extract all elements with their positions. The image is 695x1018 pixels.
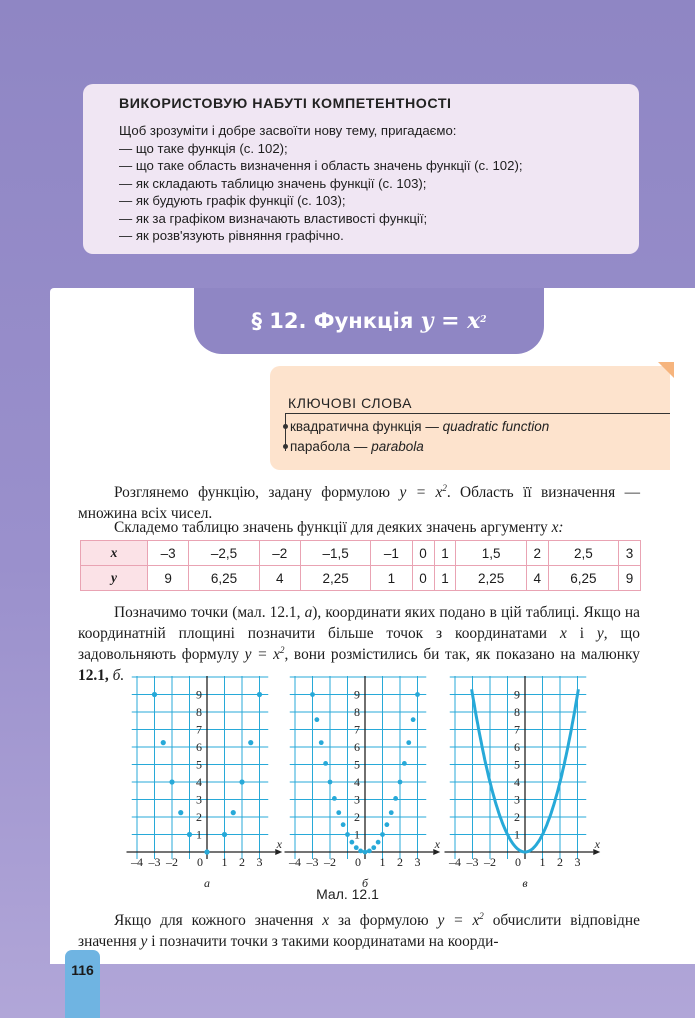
data-point xyxy=(248,740,253,745)
data-point xyxy=(239,779,244,784)
x-axis-label: x xyxy=(434,837,440,851)
competence-item: — як складають таблицю значень функції (с. 103); xyxy=(119,175,605,193)
y-tick-label: 2 xyxy=(354,810,360,824)
keywords-heading: КЛЮЧОВІ СЛОВА xyxy=(288,395,413,411)
data-point xyxy=(354,845,359,850)
table-cell: 0 xyxy=(412,541,434,566)
table-cell: 1 xyxy=(434,566,456,591)
y-tick-label: 8 xyxy=(196,705,202,719)
x-tick-label: 1 xyxy=(221,855,228,869)
keyword-item: квадратична функція — quadratic function xyxy=(290,419,550,434)
y-tick-label: 4 xyxy=(514,775,520,789)
x-axis-label: x xyxy=(276,837,282,851)
x-tick-label: –2 xyxy=(324,855,336,869)
data-point xyxy=(341,822,346,827)
competence-item: — як за графіком визначають властивості функції; xyxy=(119,210,605,228)
x-tick-label: 2 xyxy=(397,855,403,869)
data-point xyxy=(380,832,385,837)
data-point xyxy=(332,796,337,801)
section-number: § 12. xyxy=(251,309,307,333)
competence-item: — як розв'язують рівняння графічно. xyxy=(119,227,605,245)
data-point xyxy=(204,849,209,854)
x-tick-label: 1 xyxy=(379,855,386,869)
competence-item: — що таке область визначення і область значень функції (с. 102); xyxy=(119,157,605,175)
page-number: 116 xyxy=(65,950,100,1018)
table-cell: 1 xyxy=(371,566,412,591)
data-point xyxy=(328,780,333,785)
x-tick-label: 2 xyxy=(239,855,245,869)
data-point xyxy=(415,692,420,697)
y-tick-label: 3 xyxy=(514,792,520,807)
data-point xyxy=(349,840,354,845)
y-tick-label: 7 xyxy=(354,722,360,737)
y-tick-label: 1 xyxy=(514,827,520,842)
keyword-item: парабола — parabola xyxy=(290,439,424,454)
data-point xyxy=(169,779,174,784)
paragraph-definition: Розглянемо функцію, задану формулою $y = x^2$. Область її визначення — множина всіх чисел. xyxy=(78,483,640,522)
table-cell: 0 xyxy=(412,566,434,591)
y-tick-label: 6 xyxy=(354,740,360,754)
data-point xyxy=(161,740,166,745)
data-point xyxy=(336,810,341,815)
y-tick-label: 9 xyxy=(514,687,520,702)
bullet-icon xyxy=(283,444,288,449)
table-cell: 9 xyxy=(148,566,189,591)
panel-label: б xyxy=(361,876,369,890)
section-formula: $y = x^2$ xyxy=(420,308,487,334)
data-point xyxy=(222,832,227,837)
data-point xyxy=(152,692,157,697)
y-tick-label: 5 xyxy=(354,757,360,772)
x-tick-label: –3 xyxy=(306,855,319,869)
data-point xyxy=(363,850,368,855)
table-cell: 4 xyxy=(259,566,300,591)
table-cell: –2 xyxy=(259,541,300,566)
x-tick-label: –3 xyxy=(148,855,161,869)
y-tick-label: 5 xyxy=(514,757,520,772)
y-tick-label: 8 xyxy=(354,705,360,719)
data-point xyxy=(384,822,389,827)
y-tick-label: 2 xyxy=(514,810,520,824)
table-cell: 9 xyxy=(619,566,641,591)
table-cell: –2,5 xyxy=(189,541,259,566)
data-point xyxy=(323,761,328,766)
data-point xyxy=(389,810,394,815)
competence-intro: Щоб зрозуміти і добре засвоїти нову тему, пригадаємо: xyxy=(119,123,457,138)
table-cell: 4 xyxy=(526,566,548,591)
y-tick-label: 4 xyxy=(354,775,360,789)
table-cell: 3 xyxy=(619,541,641,566)
table-cell: 1 xyxy=(434,541,456,566)
y-tick-label: 7 xyxy=(514,722,520,737)
x-tick-label: 0 xyxy=(355,855,361,869)
x-tick-label: 2 xyxy=(557,855,563,869)
data-point xyxy=(310,692,315,697)
competence-list xyxy=(119,140,605,245)
x-tick-label: 1 xyxy=(539,855,546,869)
y-tick-label: 1 xyxy=(196,827,202,842)
table-cell: 2,5 xyxy=(548,541,618,566)
data-point xyxy=(345,832,350,837)
table-row-y xyxy=(81,566,641,591)
bullet-icon xyxy=(283,424,288,429)
x-tick-label: –2 xyxy=(166,855,178,869)
x-tick-label: 3 xyxy=(414,855,421,869)
x-tick-label: –3 xyxy=(466,855,479,869)
keywords-rule xyxy=(286,413,670,414)
table-row-x xyxy=(81,541,641,566)
y-tick-label: 6 xyxy=(196,740,202,754)
values-table xyxy=(80,540,641,591)
y-tick-label: 3 xyxy=(354,792,360,807)
data-point xyxy=(257,692,262,697)
y-tick-label: 1 xyxy=(354,827,360,842)
data-point xyxy=(376,840,381,845)
y-tick-label: 6 xyxy=(514,740,520,754)
panel-label: а xyxy=(204,876,210,890)
table-cell: 1,5 xyxy=(456,541,526,566)
data-point xyxy=(398,780,403,785)
section-title-word: Функція xyxy=(313,309,414,333)
data-point xyxy=(367,849,372,854)
data-point xyxy=(402,761,407,766)
graphs-svg xyxy=(115,676,605,894)
data-point xyxy=(178,810,183,815)
paragraph-continuation: Якщо для кожного значення x за формулою $y = x^2$ обчислити відповідне значення y і позначити точки з такими координатами на коорди- xyxy=(78,911,640,950)
data-point xyxy=(314,717,319,722)
x-tick-label: 3 xyxy=(574,855,581,869)
data-point xyxy=(371,845,376,850)
figure-caption: Мал. 12.1 xyxy=(316,886,379,902)
data-point xyxy=(406,740,411,745)
data-point xyxy=(358,849,363,854)
table-cell: 2,25 xyxy=(456,566,526,591)
x-tick-label: –4 xyxy=(289,855,301,869)
paragraph-table-intro: Складемо таблицю значень функції для деяких значень аргументу x: xyxy=(114,519,564,536)
x-tick-label: –2 xyxy=(484,855,496,869)
x-tick-label: 0 xyxy=(197,855,203,869)
table-cell: –1,5 xyxy=(300,541,370,566)
data-point xyxy=(187,832,192,837)
table-cell: 2 xyxy=(526,541,548,566)
y-tick-label: 7 xyxy=(196,722,202,737)
x-tick-label: 3 xyxy=(256,855,263,869)
section-title-tab xyxy=(194,288,544,354)
x-tick-label: –4 xyxy=(449,855,461,869)
table-cell: –3 xyxy=(148,541,189,566)
table-cell: –1 xyxy=(371,541,412,566)
table-cell: 6,25 xyxy=(548,566,618,591)
panel-label: в xyxy=(522,876,528,890)
x-tick-label: –4 xyxy=(131,855,143,869)
competence-item: — як будують графік функції (с. 103); xyxy=(119,192,605,210)
table-header-y: y xyxy=(81,566,148,591)
y-tick-label: 5 xyxy=(196,757,202,772)
section-title xyxy=(251,308,486,334)
competence-heading: ВИКОРИСТОВУЮ НАБУТІ КОМПЕТЕНТНОСТІ xyxy=(119,96,452,112)
y-tick-label: 3 xyxy=(196,792,202,807)
y-tick-label: 9 xyxy=(196,687,202,702)
table-header-x: x xyxy=(81,541,148,566)
y-tick-label: 9 xyxy=(354,687,360,702)
data-point xyxy=(231,810,236,815)
keywords-box xyxy=(270,366,670,470)
competence-box xyxy=(83,84,639,254)
x-axis-label: x xyxy=(594,837,600,851)
competence-item: — що таке функція (с. 102); xyxy=(119,140,605,158)
x-tick-label: 0 xyxy=(515,855,521,869)
table-cell: 2,25 xyxy=(300,566,370,591)
y-tick-label: 4 xyxy=(196,775,202,789)
data-point xyxy=(411,717,416,722)
table-cell: 6,25 xyxy=(189,566,259,591)
paragraph-points: Позначимо точки (мал. 12.1, а), координати яких подано в цій таблиці. Якщо на координатній площині позначити більше точок з координатами x і y, що задовольняють формулу $y = x^2$, вони розмістились би так, як показано на малюнку 12.1, б. xyxy=(78,604,640,684)
y-tick-label: 2 xyxy=(196,810,202,824)
data-point xyxy=(393,796,398,801)
data-point xyxy=(319,740,324,745)
y-tick-label: 8 xyxy=(514,705,520,719)
figure-12-1 xyxy=(115,676,605,894)
